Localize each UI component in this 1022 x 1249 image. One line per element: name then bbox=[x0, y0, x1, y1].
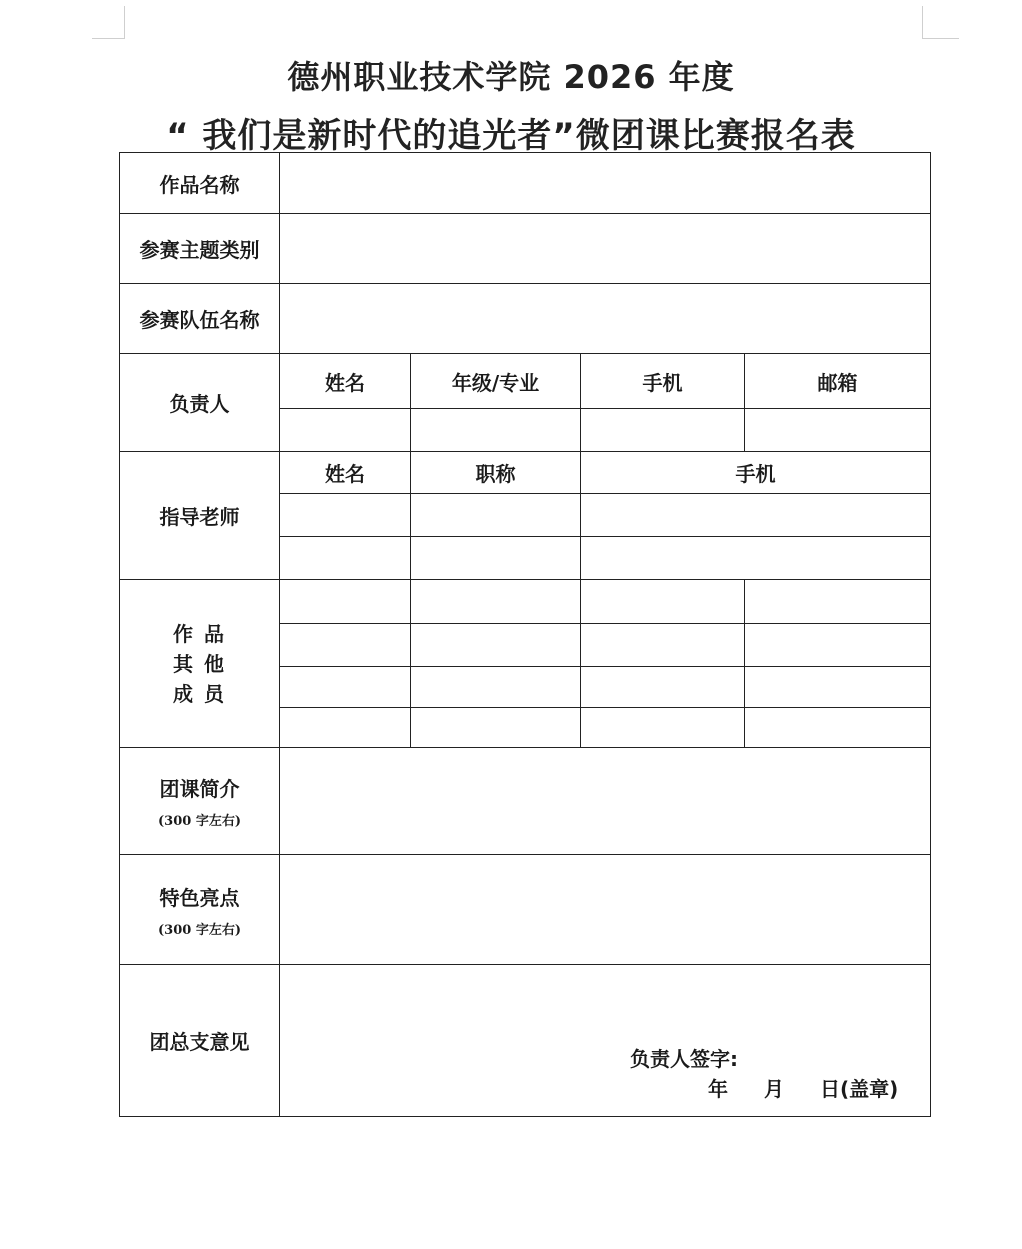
field-work-name[interactable] bbox=[280, 153, 931, 214]
label-intro bbox=[120, 748, 280, 855]
member-1-field-1[interactable] bbox=[280, 580, 411, 624]
advisor-header-name: 姓名 bbox=[280, 452, 411, 494]
label-highlights bbox=[120, 855, 280, 965]
advisor-2-title-field[interactable] bbox=[411, 537, 581, 580]
advisor-1-name-field[interactable] bbox=[280, 494, 411, 537]
document-title-line1: 德州职业技术学院 2026 年度 bbox=[287, 58, 735, 96]
member-3-field-1[interactable] bbox=[280, 667, 411, 708]
row-team-name bbox=[120, 284, 931, 354]
document-title-line2: “ 我们是新时代的追光者”微团课比赛报名表 bbox=[166, 116, 856, 156]
date-month-label: 月 bbox=[764, 1077, 784, 1101]
label-opinion: 团总支意见 bbox=[120, 965, 280, 1117]
member-1-field-2[interactable] bbox=[411, 580, 581, 624]
advisor-1-title-field[interactable] bbox=[411, 494, 581, 537]
label-other-members-line2: 其 他 bbox=[173, 651, 226, 676]
member-1-field-3[interactable] bbox=[581, 580, 745, 624]
date-year-label: 年 bbox=[708, 1077, 728, 1101]
label-other-members-line1: 作 品 bbox=[173, 621, 226, 646]
label-work-name: 作品名称 bbox=[120, 153, 280, 214]
leader-header-phone: 手机 bbox=[581, 354, 745, 409]
label-highlights-text: 特色亮点 bbox=[159, 885, 240, 910]
label-team-name: 参赛队伍名称 bbox=[120, 284, 280, 354]
row-member-1 bbox=[120, 580, 931, 624]
row-work-name bbox=[120, 153, 931, 214]
label-leader: 负责人 bbox=[120, 354, 280, 452]
member-1-field-4[interactable] bbox=[745, 580, 931, 624]
label-intro-note: (300 字左右) bbox=[158, 814, 241, 829]
leader-grade-major-field[interactable] bbox=[411, 409, 581, 452]
signature-label: 负责人签字: bbox=[630, 1047, 738, 1071]
signature-date bbox=[708, 1073, 898, 1102]
crop-mark-top-left bbox=[92, 6, 125, 39]
row-intro bbox=[120, 748, 931, 855]
advisor-header-title: 职称 bbox=[411, 452, 581, 494]
member-4-field-2[interactable] bbox=[411, 708, 581, 748]
leader-name-field[interactable] bbox=[280, 409, 411, 452]
leader-header-name: 姓名 bbox=[280, 354, 411, 409]
label-advisor: 指导老师 bbox=[120, 452, 280, 580]
member-3-field-2[interactable] bbox=[411, 667, 581, 708]
label-other-members bbox=[120, 580, 280, 748]
row-highlights bbox=[120, 855, 931, 965]
member-4-field-3[interactable] bbox=[581, 708, 745, 748]
member-3-field-3[interactable] bbox=[581, 667, 745, 708]
row-leader-header bbox=[120, 354, 931, 409]
leader-header-email: 邮箱 bbox=[745, 354, 931, 409]
label-highlights-note: (300 字左右) bbox=[158, 922, 241, 938]
crop-mark-top-right bbox=[922, 6, 959, 39]
row-opinion bbox=[120, 965, 931, 1117]
field-intro[interactable] bbox=[280, 748, 931, 855]
date-seal-label: (盖章) bbox=[840, 1077, 899, 1101]
leader-phone-field[interactable] bbox=[581, 409, 745, 452]
leader-header-grade-major: 年级/专业 bbox=[411, 354, 581, 409]
member-2-field-1[interactable] bbox=[280, 624, 411, 667]
leader-email-field[interactable] bbox=[745, 409, 931, 452]
member-4-field-1[interactable] bbox=[280, 708, 411, 748]
member-2-field-4[interactable] bbox=[745, 624, 931, 667]
advisor-1-phone-field[interactable] bbox=[581, 494, 931, 537]
field-highlights[interactable] bbox=[280, 855, 931, 965]
row-theme-category bbox=[120, 214, 931, 284]
member-4-field-4[interactable] bbox=[745, 708, 931, 748]
field-theme-category[interactable] bbox=[280, 214, 931, 284]
date-day-label: 日 bbox=[820, 1077, 840, 1101]
member-2-field-3[interactable] bbox=[581, 624, 745, 667]
label-theme-category: 参赛主题类别 bbox=[120, 214, 280, 284]
advisor-header-phone: 手机 bbox=[581, 452, 931, 494]
registration-form-table bbox=[119, 152, 931, 1117]
field-opinion[interactable] bbox=[280, 965, 931, 1117]
advisor-2-name-field[interactable] bbox=[280, 537, 411, 580]
field-team-name[interactable] bbox=[280, 284, 931, 354]
advisor-2-phone-field[interactable] bbox=[581, 537, 931, 580]
member-2-field-2[interactable] bbox=[411, 624, 581, 667]
member-3-field-4[interactable] bbox=[745, 667, 931, 708]
label-intro-text: 团课简介 bbox=[159, 777, 240, 801]
label-other-members-line3: 成 员 bbox=[173, 681, 226, 706]
row-advisor-header bbox=[120, 452, 931, 494]
